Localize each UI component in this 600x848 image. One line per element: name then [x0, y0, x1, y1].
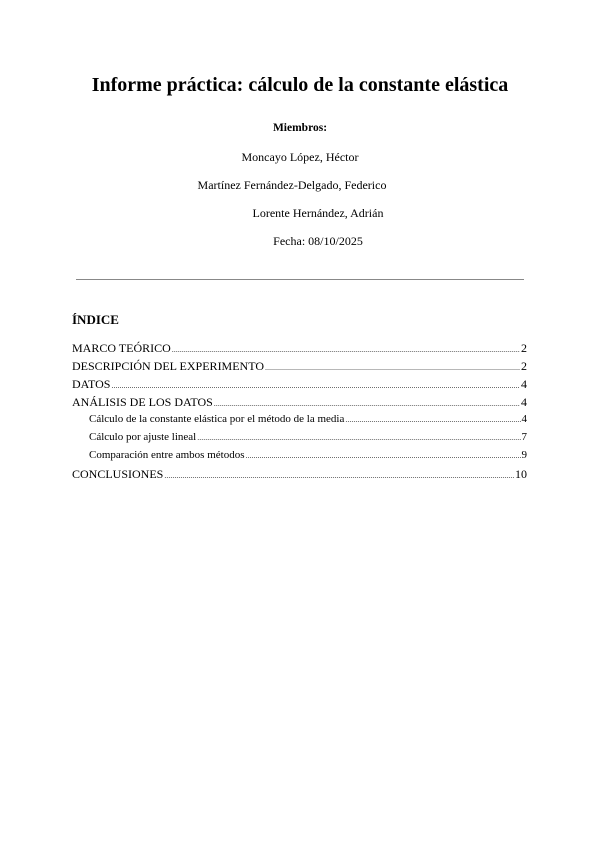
toc-entry-analisis[interactable]: [72, 395, 527, 413]
toc-entry-page: 4: [521, 395, 527, 409]
toc-entry-page: 4: [521, 413, 527, 425]
document-title: Informe práctica: cálculo de la constante elástica: [91, 74, 509, 96]
toc-entry-descripcion[interactable]: [72, 359, 527, 377]
toc-entry-label: MARCO TEÓRICO: [72, 341, 171, 355]
toc-leader-dots: [345, 415, 520, 424]
toc-heading: ÍNDICE: [72, 312, 119, 327]
toc-entry-datos[interactable]: [72, 377, 527, 395]
toc-entry-label: CONCLUSIONES: [72, 467, 164, 481]
toc-leader-dots: [172, 345, 520, 354]
toc-entry-label: ANÁLISIS DE LOS DATOS: [72, 395, 213, 409]
toc-leader-dots: [265, 363, 520, 372]
member-name: Moncayo López, Héctor: [241, 150, 359, 164]
toc-entry-page: 9: [521, 449, 527, 461]
members-label: Miembros:: [272, 122, 328, 134]
toc-entry-conclusiones[interactable]: [72, 467, 527, 485]
toc-leader-dots: [214, 399, 520, 408]
toc-entry-page: 2: [521, 359, 527, 373]
divider: [76, 279, 524, 280]
toc-entry-marco-teorico[interactable]: [72, 341, 527, 359]
toc-entry-comparacion[interactable]: [72, 449, 527, 467]
toc-entry-label: Cálculo de la constante elástica por el método de la media: [89, 413, 345, 425]
toc-entry-label: DESCRIPCIÓN DEL EXPERIMENTO: [72, 359, 265, 373]
toc-entry-ajuste-lineal[interactable]: [72, 431, 527, 449]
toc-leader-dots: [246, 451, 521, 460]
toc-entry-label: DATOS: [72, 377, 111, 391]
toc-entry-page: 2: [521, 341, 527, 355]
toc-entry-metodo-media[interactable]: [72, 413, 527, 431]
toc-entry-label: Comparación entre ambos métodos: [89, 449, 245, 461]
toc-leader-dots: [111, 381, 520, 390]
toc-entry-page: 7: [521, 431, 527, 443]
toc-entry-page: 4: [521, 377, 527, 391]
toc-leader-dots: [197, 433, 520, 442]
toc-leader-dots: [164, 471, 514, 480]
table-of-contents: [72, 341, 527, 485]
document-date: Fecha: 08/10/2025: [273, 234, 363, 248]
toc-entry-label: Cálculo por ajuste lineal: [89, 431, 197, 443]
toc-entry-page: 10: [515, 467, 527, 481]
member-name: Lorente Hernández, Adrián: [252, 206, 384, 220]
member-name: Martínez Fernández-Delgado, Federico: [197, 178, 387, 192]
